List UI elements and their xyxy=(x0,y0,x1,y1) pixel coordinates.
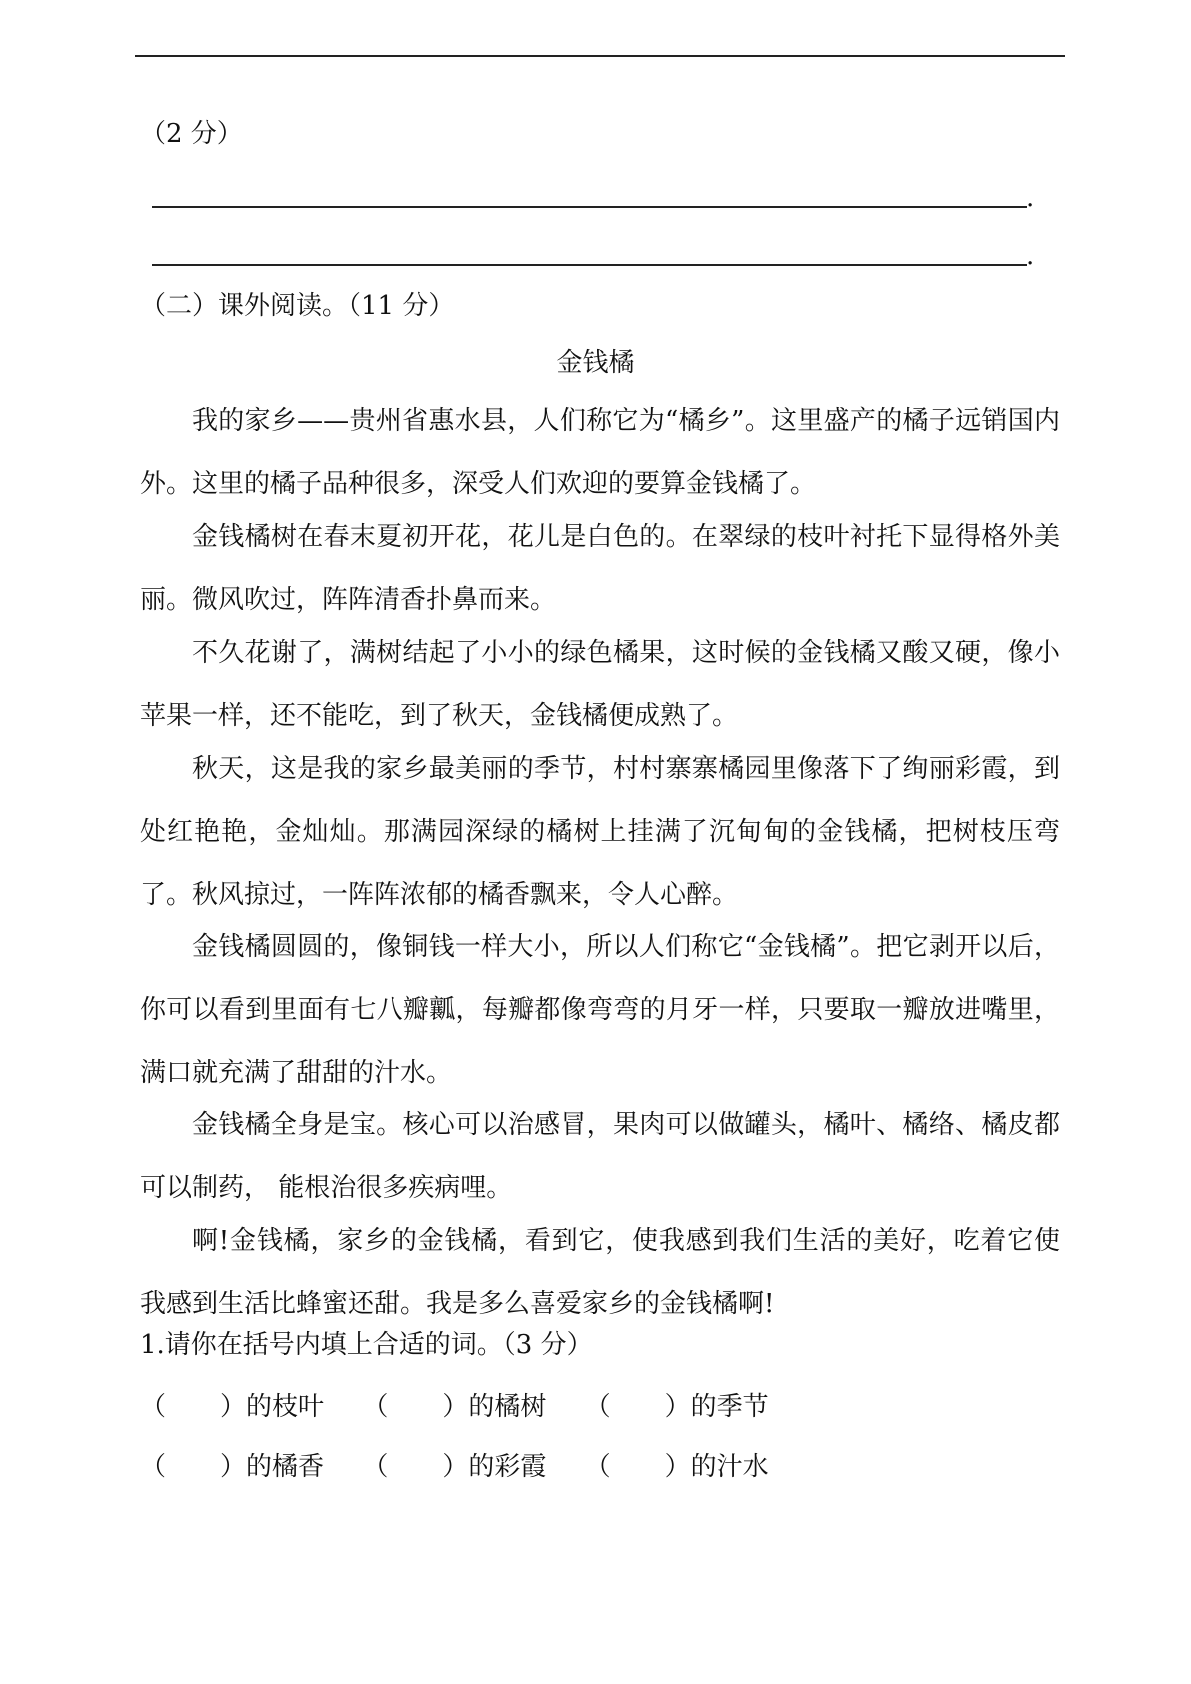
article-paragraph-5: 金钱橘圆圆的，像铜钱一样大小，所以人们称它“金钱橘”。把它剥开以后，你可以看到里面有七八瓣瓤，每瓣都像弯弯的月牙一样，只要取一瓣放进嘴里，满口就充满了甜甜的汁水。 xyxy=(140,932,1060,1088)
article-paragraph-2: 金钱橘树在春末夏初开花，花儿是白色的。在翠绿的枝叶衬托下显得格外美丽。微风吹过，阵阵清香扑鼻而来。 xyxy=(140,522,1060,615)
fill-blank-item[interactable]: （ ）的橘香 xyxy=(140,1452,325,1482)
answer-line-1[interactable] xyxy=(152,206,1027,208)
answer-line-2[interactable] xyxy=(152,264,1027,266)
question-1-prompt: 1.请你在括号内填上合适的词。（3 分） xyxy=(140,1330,593,1360)
article-paragraph-4: 秋天，这是我的家乡最美丽的季节，村村寨寨橘园里像落下了绚丽彩霞，到处红艳艳，金灿灿。那满园深绿的橘树上挂满了沉甸甸的金钱橘，把树枝压弯了。秋风掠过，一阵阵浓郁的橘香飘来，令人心醉。 xyxy=(140,754,1060,910)
answer-line-2-period: . xyxy=(1026,241,1035,271)
article-paragraph-1: 我的家乡——贵州省惠水县，人们称它为“橘乡”。这里盛产的橘子远销国内外。这里的橘子品种很多，深受人们欢迎的要算金钱橘了。 xyxy=(140,406,1060,499)
fill-blank-item[interactable]: （ ）的枝叶 xyxy=(140,1392,325,1422)
answer-line-1-period: . xyxy=(1026,183,1035,213)
header-rule xyxy=(135,55,1065,57)
fill-blank-item[interactable]: （ ）的季节 xyxy=(584,1392,769,1422)
fill-blank-item[interactable]: （ ）的彩霞 xyxy=(362,1452,547,1482)
fill-blank-item[interactable]: （ ）的汁水 xyxy=(584,1452,769,1482)
fill-blank-row-2 xyxy=(140,1450,769,1484)
article-title: 金钱橘 xyxy=(556,348,635,378)
fill-blank-row-1 xyxy=(140,1390,769,1424)
fill-blank-item[interactable]: （ ）的橘树 xyxy=(362,1392,547,1422)
article-paragraph-6: 金钱橘全身是宝。核心可以治感冒，果肉可以做罐头，橘叶、橘络、橘皮都可以制药， 能根治很多疾病哩。 xyxy=(140,1110,1060,1203)
article-paragraph-3: 不久花谢了，满树结起了小小的绿色橘果，这时候的金钱橘又酸又硬，像小苹果一样，还不能吃，到了秋天，金钱橘便成熟了。 xyxy=(140,638,1060,731)
section-heading: （二）课外阅读。（11 分） xyxy=(140,291,455,321)
article-paragraph-7: 啊!金钱橘，家乡的金钱橘，看到它，使我感到我们生活的美好，吃着它使我感到生活比蜂蜜还甜。我是多么喜爱家乡的金钱橘啊! xyxy=(140,1226,1060,1319)
prev-question-score: （2 分） xyxy=(140,119,243,149)
